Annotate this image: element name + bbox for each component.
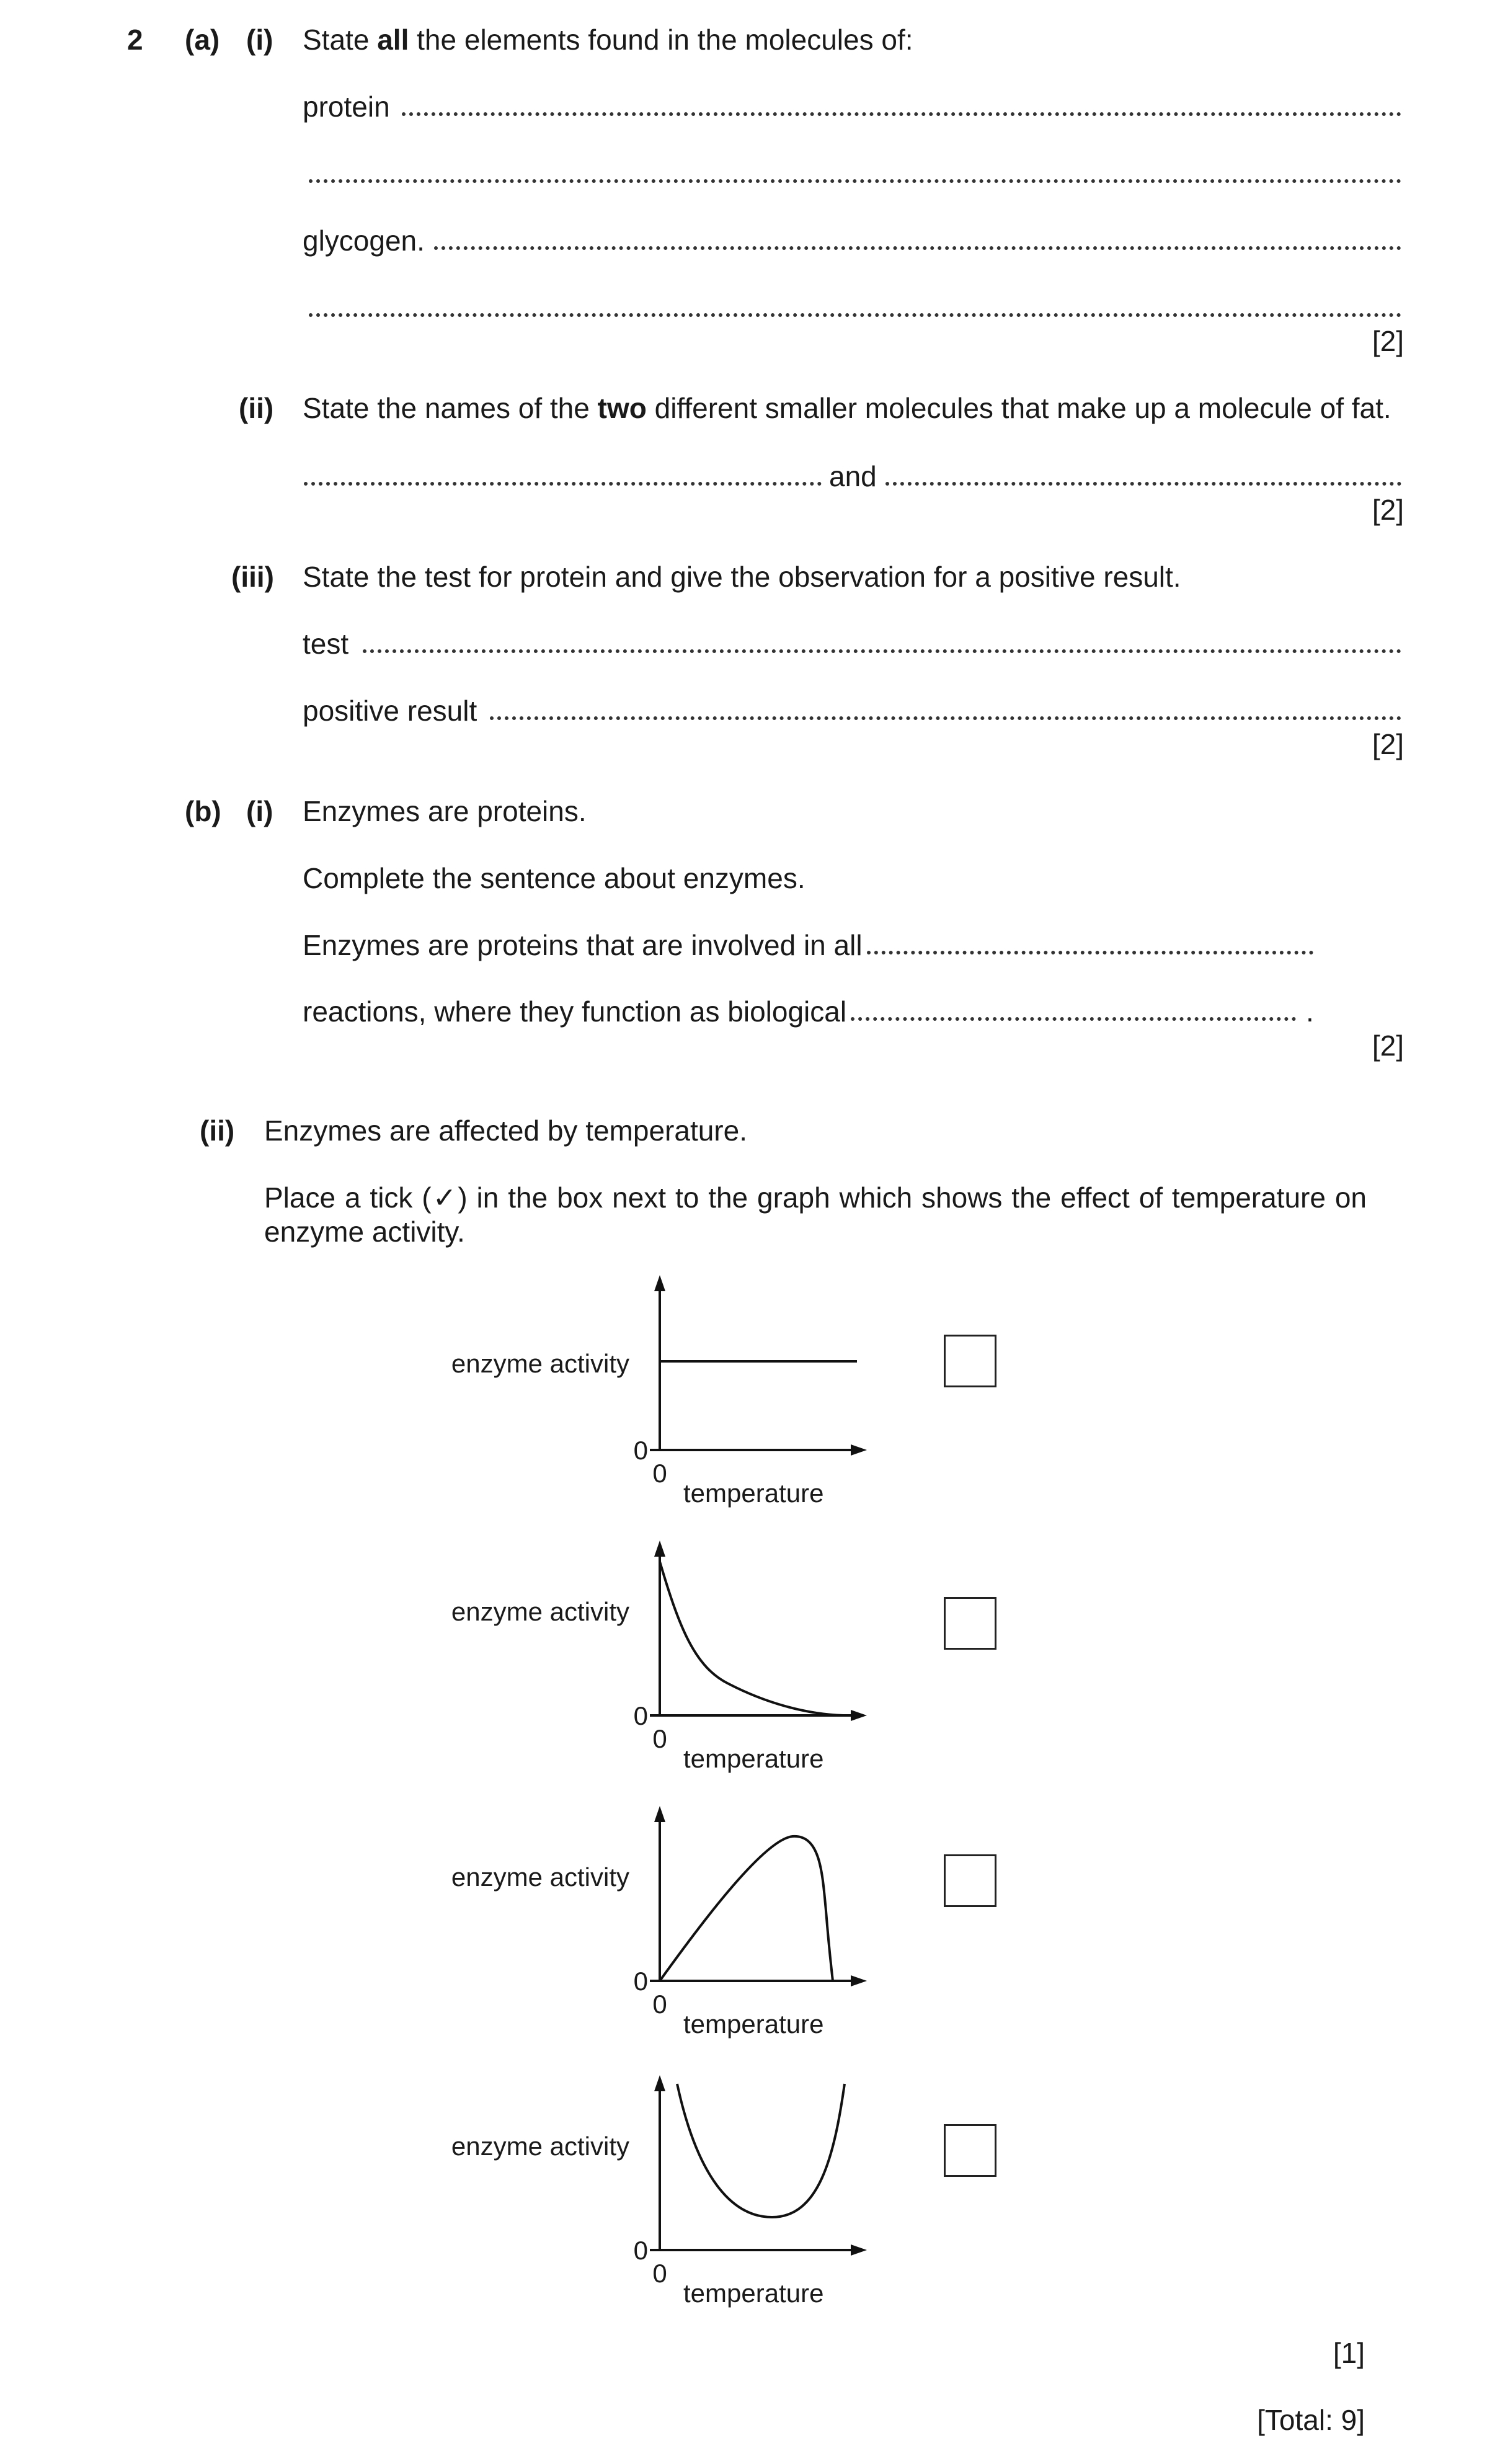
- part-b-i-label: (i): [246, 795, 273, 827]
- activity-curve: [660, 1836, 833, 1981]
- origin-x-label: 0: [652, 2259, 667, 2288]
- part-b-i-statement: Enzymes are proteins.: [303, 795, 587, 827]
- graph-peak: [434, 1802, 868, 2063]
- protein-answer-line-1[interactable]: [402, 112, 1401, 116]
- prompt-text: different smaller molecules that make up a molecule of fat.: [646, 392, 1391, 424]
- origin-x-label: 0: [652, 1990, 667, 2019]
- answer-tick-box-1[interactable]: [944, 1335, 996, 1387]
- fat-molecule-answer-1[interactable]: [304, 482, 822, 486]
- marks-a-iii: [2]: [1372, 728, 1404, 760]
- y-axis-label: enzyme activity: [451, 2132, 629, 2161]
- graph-constant: [434, 1271, 868, 1532]
- part-b-i-instruction: Complete the sentence about enzymes.: [303, 862, 805, 894]
- x-axis-label: temperature: [683, 2009, 824, 2039]
- total-marks: [Total: 9]: [1257, 2404, 1365, 2436]
- x-axis-label: temperature: [683, 1744, 824, 1773]
- part-a-iii-prompt: State the test for protein and give the observation for a positive result.: [303, 561, 1181, 593]
- activity-curve: [677, 2084, 845, 2217]
- answer-tick-box-2[interactable]: [944, 1597, 996, 1650]
- marks-a-i: [2]: [1372, 325, 1404, 357]
- question-number: 2: [127, 24, 143, 56]
- origin-y-label: 0: [633, 1701, 648, 1730]
- graph-u-shape: [434, 2071, 868, 2332]
- part-a-ii-prompt: [303, 392, 1391, 425]
- sentence-period: .: [1306, 995, 1314, 1028]
- graph-decay: [434, 1537, 868, 1797]
- x-axis-label: temperature: [683, 2279, 824, 2308]
- prompt-emphasis: all: [377, 24, 409, 56]
- and-label: and: [829, 460, 877, 492]
- y-axis-label: enzyme activity: [451, 1349, 629, 1378]
- graph-axes: [650, 1275, 867, 1456]
- origin-x-label: 0: [652, 1724, 667, 1753]
- test-answer-line[interactable]: [363, 649, 1401, 653]
- protein-label: protein: [303, 91, 390, 123]
- glycogen-answer-line-2[interactable]: [309, 313, 1401, 317]
- sentence-part-1: Enzymes are proteins that are involved in all: [303, 929, 863, 961]
- part-b-ii-statement: Enzymes are affected by temperature.: [264, 1114, 747, 1147]
- answer-tick-box-3[interactable]: [944, 1854, 996, 1907]
- origin-y-label: 0: [633, 2236, 648, 2265]
- part-a-label: (a): [185, 24, 220, 56]
- test-label: test: [303, 628, 349, 660]
- glycogen-answer-line-1[interactable]: [434, 246, 1401, 250]
- marks-b-i: [2]: [1372, 1030, 1404, 1062]
- prompt-text: the elements found in the molecules of:: [409, 24, 913, 56]
- part-a-i-prompt: [303, 24, 913, 56]
- origin-x-label: 0: [652, 1459, 667, 1488]
- part-a-i-label: (i): [246, 24, 273, 56]
- origin-y-label: 0: [633, 1967, 648, 1996]
- y-axis-label: enzyme activity: [451, 1597, 629, 1626]
- part-b-label: (b): [185, 795, 221, 827]
- part-b-ii-instruction-1: Place a tick (✓) in the box next to the graph which shows the effect of temperature on: [264, 1181, 1367, 1214]
- part-b-ii-instruction-2: enzyme activity.: [264, 1216, 465, 1248]
- y-axis-label: enzyme activity: [451, 1862, 629, 1892]
- part-a-ii-label: (ii): [239, 392, 274, 424]
- protein-answer-line-2[interactable]: [309, 179, 1401, 183]
- prompt-emphasis: two: [597, 392, 647, 424]
- positive-result-label: positive result: [303, 695, 477, 727]
- graph-axes: [650, 1806, 867, 1986]
- answer-tick-box-4[interactable]: [944, 2124, 996, 2177]
- x-axis-label: temperature: [683, 1479, 824, 1508]
- prompt-text: State the names of the: [303, 392, 598, 424]
- glycogen-label: glycogen.: [303, 225, 425, 257]
- graph-axes: [650, 1541, 867, 1721]
- fat-molecule-answer-2[interactable]: [885, 482, 1401, 486]
- marks-b-ii: [1]: [1333, 2337, 1365, 2369]
- positive-result-answer-line[interactable]: [490, 716, 1401, 720]
- origin-y-label: 0: [633, 1436, 648, 1465]
- part-b-ii-label: (ii): [200, 1114, 235, 1147]
- part-a-iii-label: (iii): [231, 561, 274, 593]
- marks-a-ii: [2]: [1372, 494, 1404, 526]
- reactions-type-answer-line[interactable]: [867, 951, 1313, 954]
- activity-curve: [660, 1562, 843, 1715]
- biological-function-answer-line[interactable]: [851, 1017, 1296, 1021]
- sentence-part-2: reactions, where they function as biological: [303, 995, 847, 1028]
- prompt-text: State: [303, 24, 378, 56]
